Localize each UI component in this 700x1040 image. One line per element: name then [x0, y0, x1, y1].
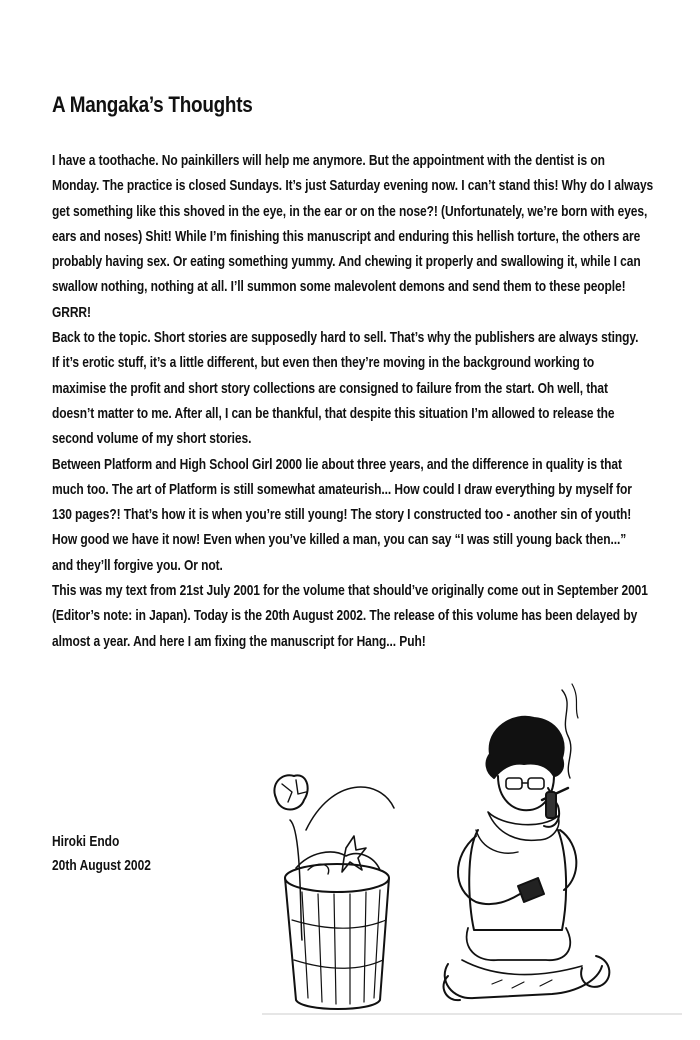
text-line: ears and noses) Shit! While I’m finishing this manuscript and enduring this hellish torture, the others are: [52, 227, 641, 245]
text-line: Monday. The practice is closed Sundays. It’s just Saturday evening now. I can’t stand this! Why do I always: [52, 177, 654, 195]
text-line: How good we have it now! Even when you’ve killed a man, you can say “I was still young back then...”: [52, 531, 627, 549]
text-line: 130 pages?! That’s how it is when you’re still young! The story I constructed too - another sin of youth!: [52, 506, 632, 524]
text-line: almost a year. And here I am fixing the manuscript for Hang... Puh!: [52, 632, 426, 650]
text-line: probably having sex. Or eating something yummy. And chewing it properly and swallowing it, while I can: [52, 253, 641, 271]
seated-person-figure: [444, 717, 610, 1000]
author-name: Hiroki Endo: [52, 833, 120, 850]
text-line: Between Platform and High School Girl 2000 lie about three years, and the difference in quality is that: [52, 455, 622, 473]
text-line: much too. The art of Platform is still somewhat amateurish... How could I draw everything by myself for: [52, 480, 632, 498]
text-line: and they’ll forgive you. Or not.: [52, 556, 223, 574]
text-line: GRRR!: [52, 303, 91, 321]
waste-basket-icon: [285, 852, 389, 1009]
text-line: If it’s erotic stuff, it’s a little different, but even then they’re moving in the background working to: [52, 354, 595, 372]
text-line: swallow nothing, nothing at all. I’ll summon some malevolent demons and send them to these people!: [52, 278, 626, 296]
page-title: A Mangaka’s Thoughts: [52, 92, 253, 117]
text-line: get something like this shoved in the eye, in the ear or on the nose?! (Unfortunately, we’re born with eyes,: [52, 202, 648, 220]
crumpled-paper-icon: [274, 775, 307, 809]
text-line: I have a toothache. No painkillers will help me anymore. But the appointment with the dentist is on: [52, 152, 605, 169]
signature-date: 20th August 2002: [52, 857, 151, 874]
body-text: [52, 148, 667, 654]
text-line: maximise the profit and short story collections are consigned to failure from the start. Oh well, that: [52, 379, 608, 397]
text-line: doesn’t matter to me. After all, I can be thankful, that despite this situation I’m allowed to release the: [52, 404, 615, 422]
text-line: (Editor’s note: in Japan). Today is the 20th August 2002. The release of this volume has been delayed by: [52, 607, 638, 625]
text-line: This was my text from 21st July 2001 for the volume that should’ve originally come out in September 2001: [52, 582, 648, 600]
text-line: second volume of my short stories.: [52, 430, 252, 448]
text-line: Back to the topic. Short stories are supposedly hard to sell. That’s why the publishers are always stingy.: [52, 329, 639, 347]
manga-illustration: [262, 680, 682, 1020]
signature: [52, 830, 176, 878]
